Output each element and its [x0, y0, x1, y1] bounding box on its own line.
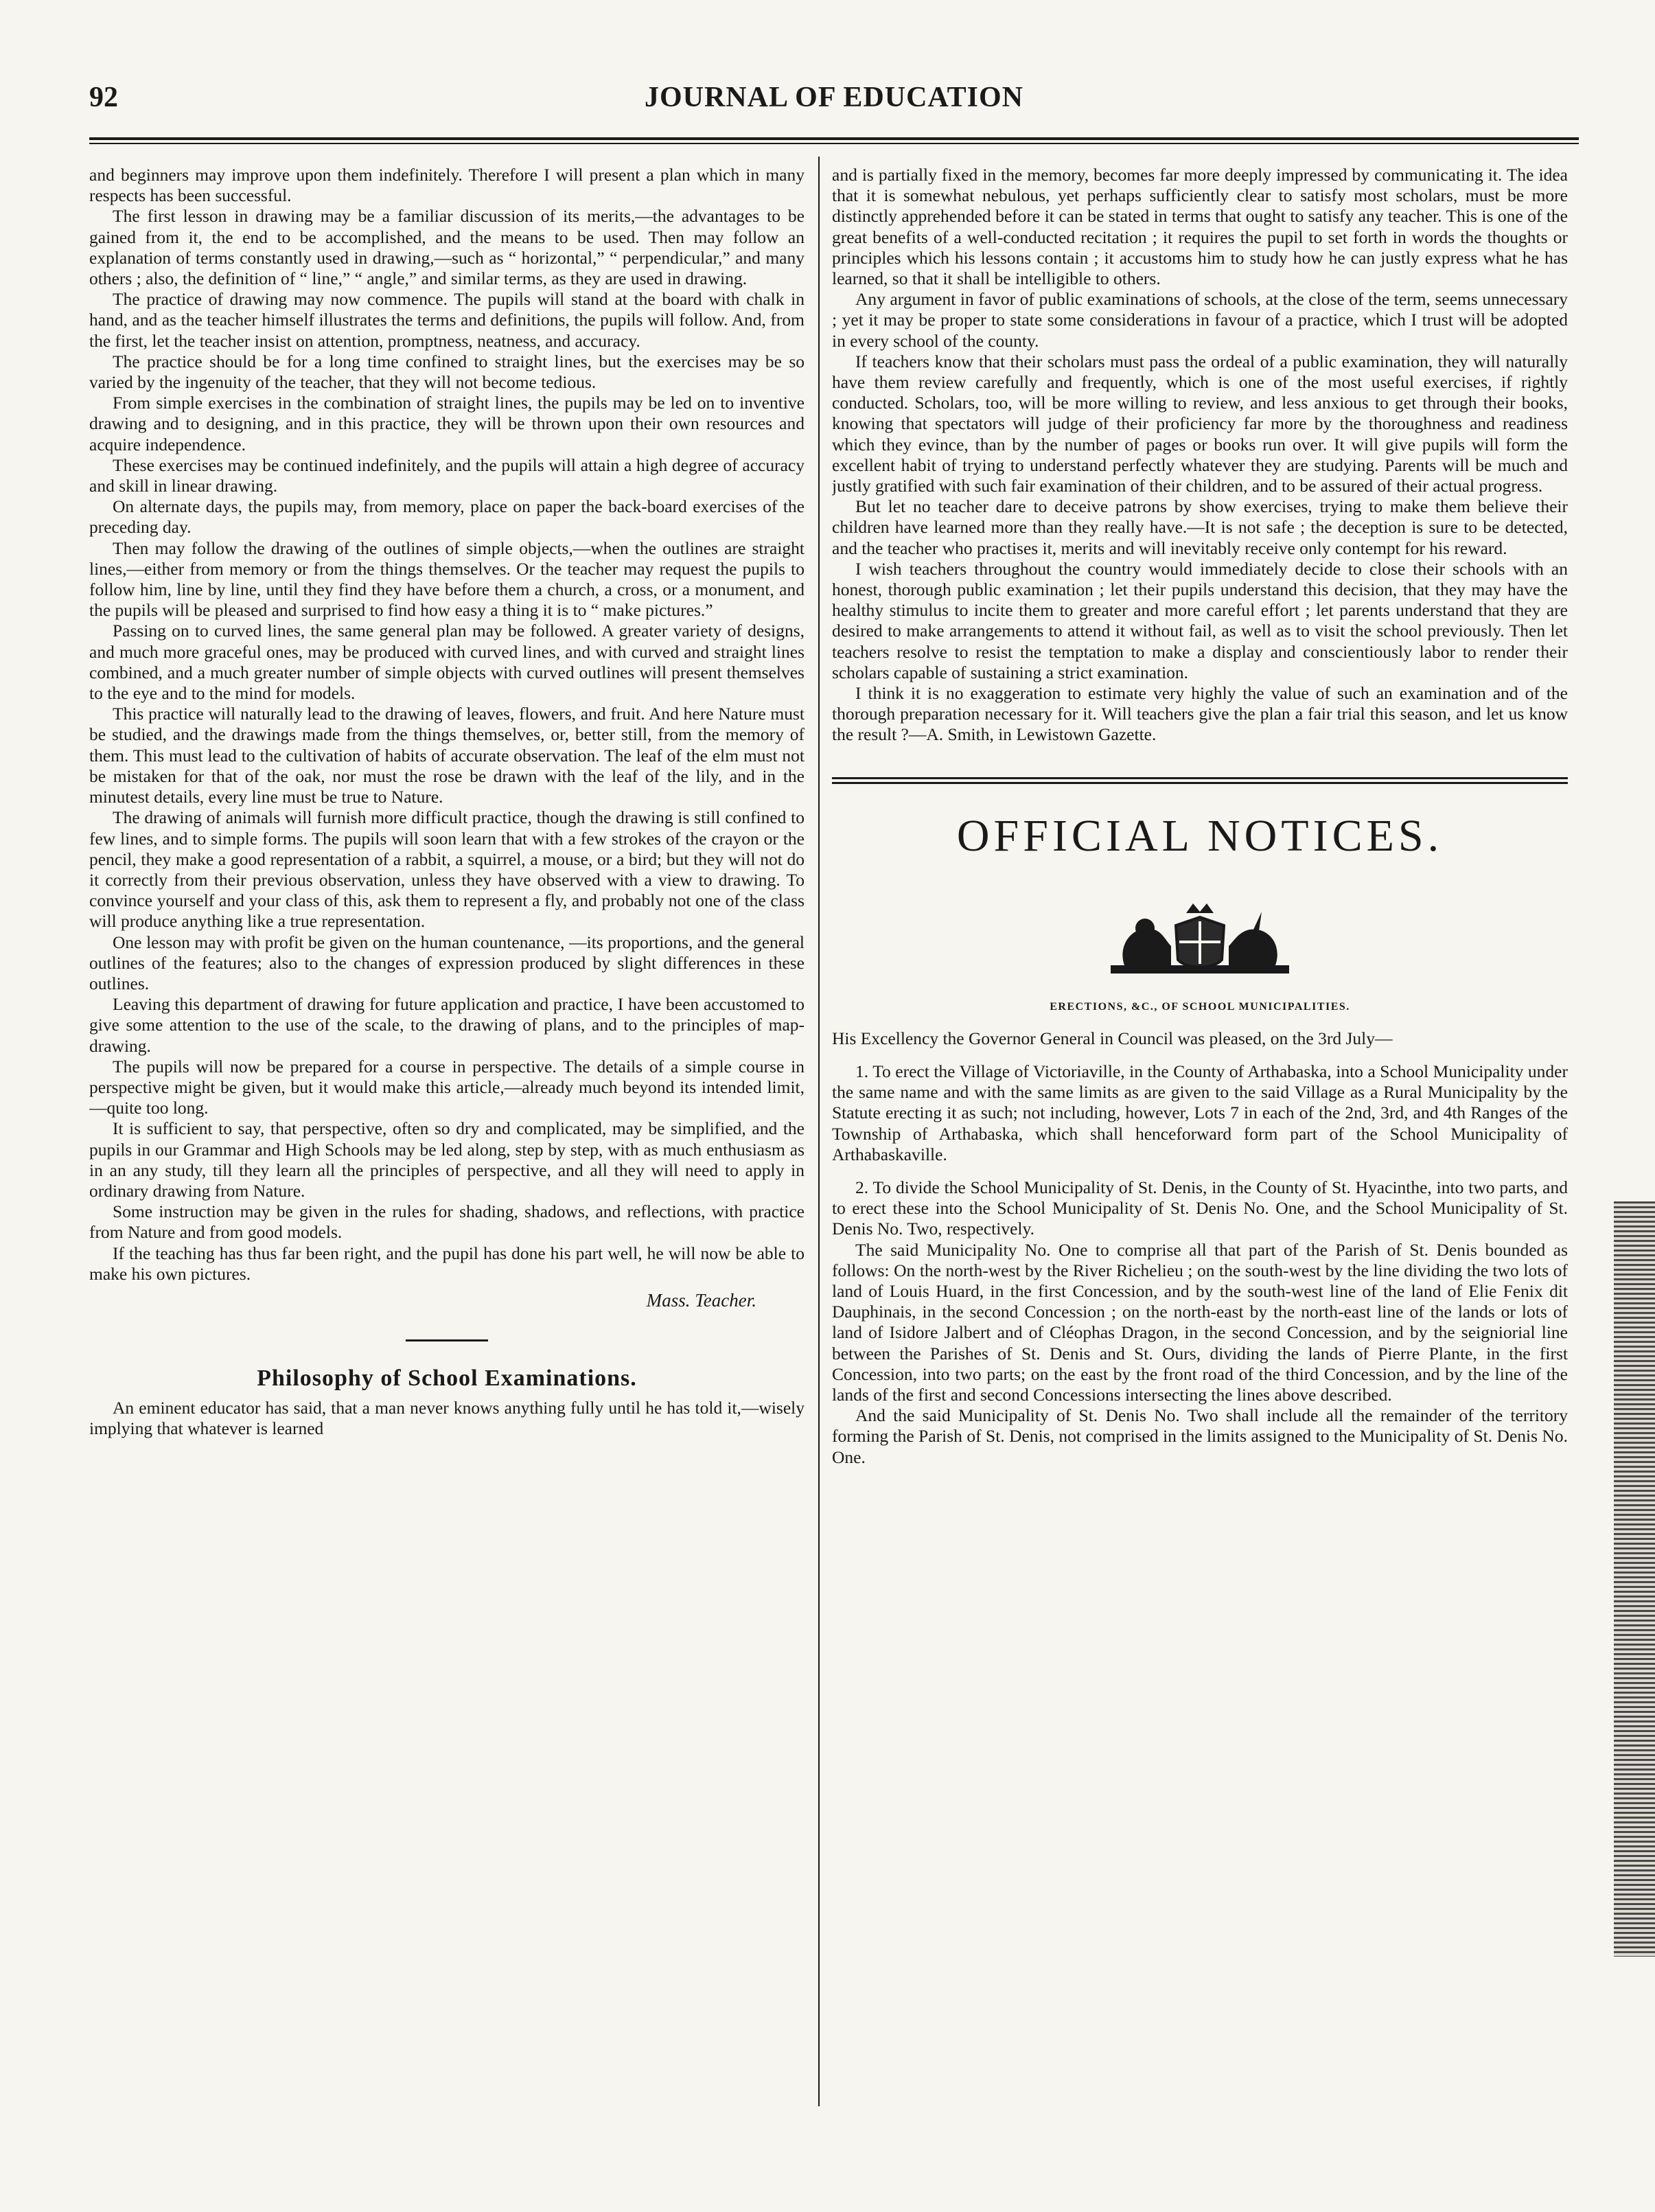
paragraph: From simple exercises in the combination of straight lines, the pupils may be led on to inventive drawing and to designing, and in this practice, they will be thrown upon their own resources and acquire independence. — [89, 393, 805, 454]
double-rule — [832, 777, 1568, 784]
paragraph: The practice should be for a long time confined to straight lines, but the exercises may be so varied by the ingenuity of the teacher, that they will not become tedious. — [89, 351, 805, 393]
paragraph: If teachers know that their scholars must pass the ordeal of a public examination, they will naturally have them review carefully and frequently, which is one of the most useful exercises, if rightly conducted. Scholars, too, will be more willing to review, and less anxious to get through their books, knowing that spectators will judge of their proficiency far more by the thoroughness and readiness which they evince, than by the number of pages or books run over. It will give pupils will form the excellent habit of trying to understand perfectly whatever they are studying. Parents will be much and justly gratified with such fair examination of their children, and to be assured of their actual progress. — [832, 351, 1568, 496]
official-notices-title: OFFICIAL NOTICES. — [956, 810, 1444, 861]
page-edge-shadow — [1614, 1201, 1655, 1957]
notices-intro: His Excellency the Governor General in Council was pleased, on the 3rd July— — [832, 1028, 1393, 1048]
paragraph: I wish teachers throughout the country would immediately decide to close their schools with an honest, thorough public examination ; let their pupils understand this decision, that they may have the healthy stimulus to incite them to greater and more careful effort ; let parents understand that they are desired to make arrangements to attend it without fail, as well as to visit the school previously. Then let teachers resolve to resist the temptation to make a display and conscientiously labor to render their scholars capable of sustaining a strict examination. — [832, 558, 1568, 682]
paragraph: And the said Municipality of St. Denis No. Two shall include all the remainder of the territory forming the Parish of St. Denis, not comprised in the limits assigned to the Municipality of St. Denis No. One. — [832, 1405, 1568, 1467]
paragraph: The drawing of animals will furnish more difficult practice, though the drawing is still confined to few lines, and to simple forms. The pupils will soon learn that with a few strokes of the crayon or the pencil, they make a good representation of a rabbit, a squirrel, a mouse, or a bird; but they will not do it correctly from their previous observation, unless they have observed with a view to drawing. To convince yourself and your class of this, ask them to represent a fly, and probably not one of the class will produce anything like a true representation. — [89, 807, 805, 932]
paragraph: and is partially fixed in the memory, becomes far more deeply impressed by communicating it. The idea that it is somewhat nebulous, yet perhaps sufficiently clear to satisfy most scholars, must be more distinctly apprehended before it can be stated in terms that ought to satisfy any teacher. This is one of the great benefits of a well-conducted recitation ; it requires the pupil to set forth in words the thoughts or principles which his lessons contain ; it accustoms him to study how he can justly express what he has learned, so that it shall be intelligible to others. — [832, 165, 1568, 289]
drawing-article — [89, 165, 805, 1312]
paragraph: Leaving this department of drawing for future application and practice, I have been accustomed to give some attention to the use of the scale, to the drawing of plans, and to the principles of map-drawing. — [89, 994, 805, 1056]
section-heading: Philosophy of School Examinations. — [257, 1365, 637, 1391]
paragraph: One lesson may with profit be given on the human countenance, —its proportions, and the general outlines of the features; also to the changes of expression produced by slight differences in these outlines. — [89, 932, 805, 993]
royal-arms-emblem — [1097, 898, 1303, 987]
right-column — [832, 165, 1568, 2115]
page-header — [89, 81, 1579, 122]
column-divider — [818, 157, 820, 2106]
paragraph: Any argument in favor of public examinations of schools, at the close of the term, seems unnecessary ; yet it may be proper to state some considerations in favour of a practice, which I trust will be adopted in every school of the county. — [832, 289, 1568, 351]
paragraph: An eminent educator has said, that a man never knows anything fully until he has told it,—wisely implying that whatever is learned — [89, 1397, 805, 1439]
paragraph: On alternate days, the pupils may, from memory, place on paper the back-board exercises of the preceding day. — [89, 496, 805, 538]
header-rule — [89, 137, 1579, 140]
journal-title: JOURNAL OF EDUCATION — [644, 82, 1024, 113]
page-number: 92 — [89, 82, 118, 113]
paragraph: Some instruction may be given in the rules for shading, shadows, and reflections, with practice from Nature and from good models. — [89, 1201, 805, 1243]
article-signature: Mass. Teacher. — [646, 1289, 756, 1311]
paragraph: Passing on to curved lines, the same general plan may be followed. A greater variety of designs, and much more graceful ones, may be produced with curved lines, and with curved and straight lines combined, and a much greater number of simple objects with curved outlines will present themselves to the eye and to the mind for models. — [89, 621, 805, 704]
paragraph: The practice of drawing may now commence. The pupils will stand at the board with chalk in hand, and as the teacher himself illustrates the terms and definitions, the pupils will follow. And, from the first, let the teacher insist on attention, promptness, neatness, and accuracy. — [89, 289, 805, 351]
paragraph: The said Municipality No. One to comprise all that part of the Parish of St. Denis bounded as follows: On the north-west by the River Richelieu ; on the south-west by the line dividing the two lots of land of Louis Huard, in the first Concession, and by the south-west line of the land of Elie Fenix dit Dauphinais, in the second Concession ; on the north-east by the north-east line of the lands or lots of land of Isidore Jalbert and of Cléophas Dragon, in the second Concession, and by the seigniorial line between the Parishes of St. Denis and St. Ours, dividing the lands of Pierre Plante, in the first Concession, into two parts; on the east by the front road of the third Concession, and by the line of the lands of the first and second Concessions intersecting the lines above described. — [832, 1239, 1568, 1405]
paragraph: These exercises may be continued indefinitely, and the pupils will attain a high degree of accuracy and skill in linear drawing. — [89, 454, 805, 496]
left-column — [89, 165, 805, 2115]
notice-item: 2. To divide the School Municipality of St. Denis, in the County of St. Hyacinthe, into two parts, and to erect these into the School Municipality of St. Denis No. One, and the School Municipality of St. Denis No. Two, respectively. — [832, 1177, 1568, 1239]
paragraph: The pupils will now be prepared for a course in perspective. The details of a simple course in perspective might be given, but it would make this article,—already much beyond its intended limit, —quite too long. — [89, 1056, 805, 1118]
paragraph: This practice will naturally lead to the drawing of leaves, flowers, and fruit. And here Nature must be studied, and the drawings made from the things themselves, or, better still, from the memory of them. This must lead to the cultivation of habits of accurate observation. The leaf of the elm must not be mistaken for that of the oak, nor must the rose be drawn with the leaf of the lily, and in the minutest details, every line must be true to Nature. — [89, 704, 805, 807]
paragraph: The first lesson in drawing may be a familiar discussion of its merits,—the advantages to be gained from it, the end to be accomplished, and the means to be used. Then may follow an explanation of terms constantly used in drawing,—such as “ horizontal,” “ perpendicular,” and many others ; also, the definition of “ line,” “ angle,” and similar terms, as they are used in drawing. — [89, 206, 805, 289]
paragraph: and beginners may improve upon them indefinitely. Therefore I will present a plan which in many respects has been successful. — [89, 165, 805, 206]
paragraph: It is sufficient to say, that perspective, often so dry and complicated, may be simplified, and the pupils in our Grammar and High Schools may be led along, step by step, with as much enthusiasm as in an any study, till they learn all the principles of perspective, and all they will need to apply in ordinary drawing from Nature. — [89, 1118, 805, 1201]
paragraph: Then may follow the drawing of the outlines of simple objects,—when the outlines are straight lines,—either from memory or from the things themselves. Or the teacher may request the pupils to follow him, line by line, until they find they have before them a church, a cross, or a monument, and the pupils will be pleased and surprised to find how easy a thing it is to “ make pictures.” — [89, 538, 805, 621]
notice-item: 1. To erect the Village of Victoriaville, in the County of Arthabaska, into a School Municipality under the same name and with the same limits as are given to the said Village as a Rural Municipality by the Statute erecting it as such; not including, however, Lots 7 in each of the 2nd, 3rd, and 4th Ranges of the Township of Arthabaska, which shall henceforward form part of the School Municipality of Arthabaskaville. — [832, 1061, 1568, 1164]
paragraph: But let no teacher dare to deceive patrons by show exercises, trying to make them believe their children have learned more than they really have.—It is not safe ; the deception is sure to be detected, and the teacher who practises it, merits and will inevitably receive only contempt for his reward. — [832, 496, 1568, 558]
header-rule-thin — [89, 143, 1579, 144]
section-separator — [406, 1339, 488, 1341]
paragraph: I think it is no exaggeration to estimate very highly the value of such an examination and of the thorough preparation necessary for it. Will teachers give the plan a fair trial this season, and let us know the result ?—A. Smith, in Lewistown Gazette. — [832, 683, 1568, 745]
notices-subheading: ERECTIONS, &C., OF SCHOOL MUNICIPALITIES. — [1050, 1000, 1350, 1013]
paragraph: If the teaching has thus far been right, and the pupil has done his part well, he will now be able to make his own pictures. — [89, 1243, 805, 1284]
